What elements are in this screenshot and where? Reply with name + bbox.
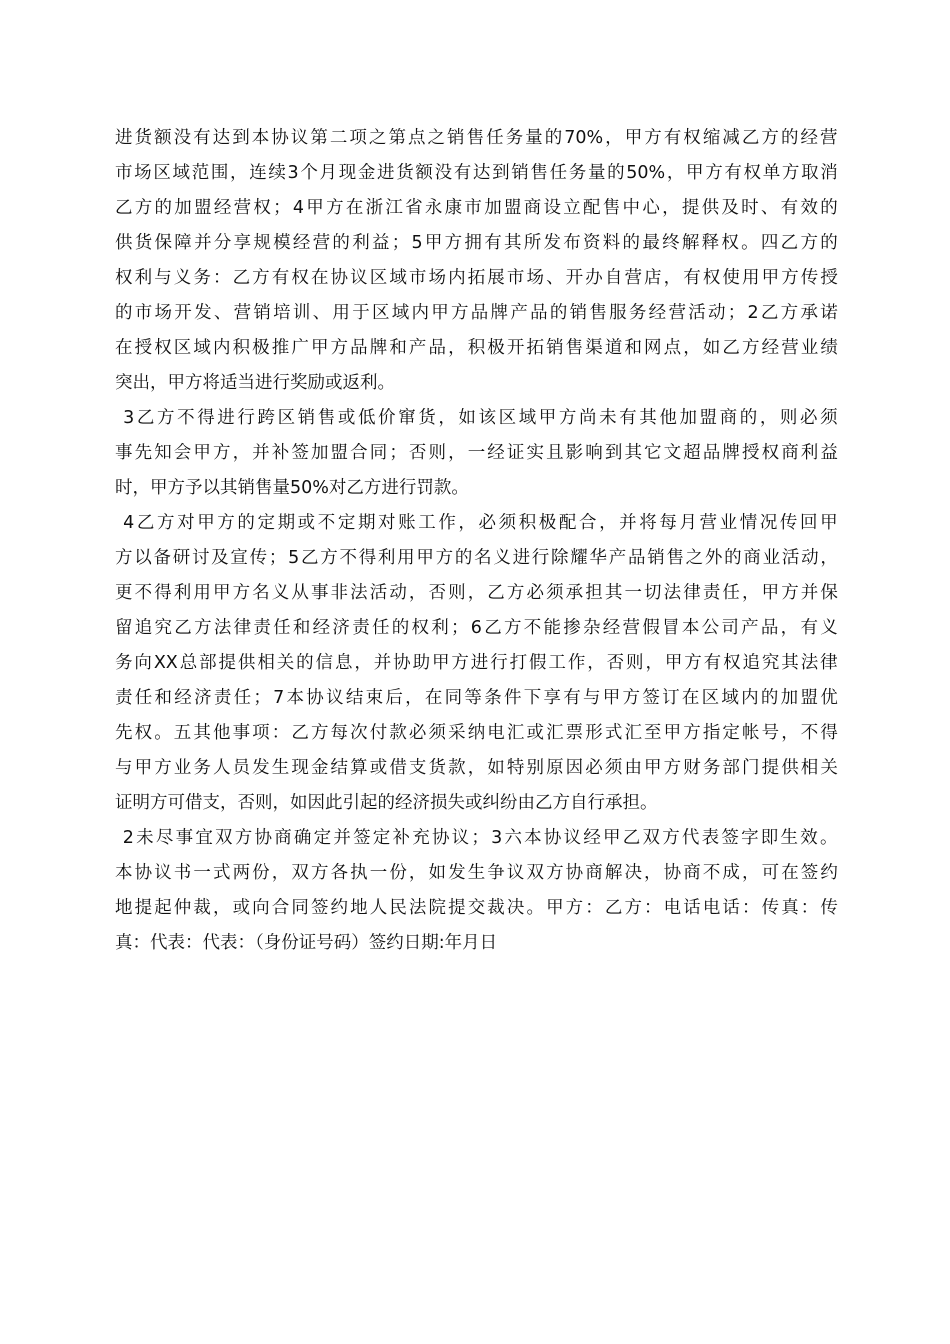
text-line-4: 供 货 保 障 并 分 享 规 模 经 营 的 利 益 ； 5 甲 方 拥 有 其 所 发 布 资 料 的 最 终 解 释 权 。 四 乙 方 的: [115, 233, 838, 253]
text-line-17: 责 任 和 经 济 责 任 ； 7 本 协 议 结 束 后 ， 在 同 等 条 件 下 享 有 与 甲 方 签 订 在 区 域 内 的 加 盟 优: [115, 688, 838, 708]
text-line-24: 真：代表：代表：（身份证号码）签约日期:年月日: [115, 933, 498, 953]
text-line-23: 地 提 起 仲 裁 ， 或 向 合 同 签 约 地 人 民 法 院 提 交 裁 决 。 甲 方 ： 乙 方 ： 电 话 电 话 ： 传 真 ： 传: [115, 898, 838, 918]
text-line-5: 权 利 与 义 务 ： 乙 方 有 权 在 协 议 区 域 市 场 内 拓 展 市 场 、 开 办 自 营 店 ， 有 权 使 用 甲 方 传 授: [115, 268, 838, 288]
text-line-6: 的 市 场 开 发 、 营 销 培 训 、 用 于 区 域 内 甲 方 品 牌 产 品 的 销 售 服 务 经 营 活 动 ； 2 乙 方 承 诺: [115, 303, 838, 323]
text-line-22: 本 协 议 书 一 式 两 份 ， 双 方 各 执 一 份 ， 如 发 生 争 议 双 方 协 商 解 决 ， 协 商 不 成 ， 可 在 签 约: [115, 863, 838, 883]
text-line-16: 务 向 XX 总 部 提 供 相 关 的 信 息 ， 并 协 助 甲 方 进 行 打 假 工 作 ， 否 则 ， 甲 方 有 权 追 究 其 法 律: [115, 653, 838, 673]
text-line-10: 事 先 知 会 甲 方 ， 并 补 签 加 盟 合 同 ； 否 则 ， 一 经 证 实 且 影 响 到 其 它 文 超 品 牌 授 权 商 利 益: [115, 443, 838, 463]
text-line-18: 先 权 。 五 其 他 事 项 ： 乙 方 每 次 付 款 必 须 采 纳 电 汇 或 汇 票 形 式 汇 至 甲 方 指 定 帐 号 ， 不 得: [115, 723, 838, 743]
text-line-13: 方 以 备 研 讨 及 宣 传 ； 5 乙 方 不 得 利 用 甲 方 的 名 义 进 行 除 耀 华 产 品 销 售 之 外 的 商 业 活 动 ，: [115, 548, 838, 568]
text-line-19: 与 甲 方 业 务 人 员 发 生 现 金 结 算 或 借 支 货 款 ， 如 特 别 原 因 必 须 由 甲 方 财 务 部 门 提 供 相 关: [115, 758, 838, 778]
text-line-12: 4 乙 方 对 甲 方 的 定 期 或 不 定 期 对 账 工 作 ， 必 须 积 极 配 合 ， 并 将 每 月 营 业 情 况 传 回 甲: [123, 513, 838, 533]
document-body: [115, 121, 838, 961]
text-line-7: 在 授 权 区 域 内 积 极 推 广 甲 方 品 牌 和 产 品 ， 积 极 开 拓 销 售 渠 道 和 网 点 ， 如 乙 方 经 营 业 绩: [115, 338, 838, 358]
text-line-20: 证明方可借支，否则，如因此引起的经济损失或纠纷由乙方自行承担。: [115, 793, 658, 813]
text-line-11: 时，甲方予以其销售量50%对乙方进行罚款。: [115, 478, 469, 498]
text-line-8: 突出，甲方将适当进行奖励或返利。: [115, 373, 395, 393]
text-line-15: 留 追 究 乙 方 法 律 责 任 和 经 济 责 任 的 权 利 ； 6 乙 方 不 能 掺 杂 经 营 假 冒 本 公 司 产 品 ， 有 义: [115, 618, 838, 638]
text-line-21: 2 未 尽 事 宜 双 方 协 商 确 定 并 签 定 补 充 协 议 ； 3 六 本 协 议 经 甲 乙 双 方 代 表 签 字 即 生 效 。: [122, 828, 838, 848]
text-line-2: 市 场 区 域 范 围 ， 连 续 3 个 月 现 金 进 货 额 没 有 达 到 销 售 任 务 量 的 50% ， 甲 方 有 权 单 方 取 消: [115, 163, 838, 183]
text-line-14: 更 不 得 利 用 甲 方 名 义 从 事 非 法 活 动 ， 否 则 ， 乙 方 必 须 承 担 其 一 切 法 律 责 任 ， 甲 方 并 保: [115, 583, 838, 603]
text-line-1: 进 货 额 没 有 达 到 本 协 议 第 二 项 之 第 点 之 销 售 任 务 量 的 70% ， 甲 方 有 权 缩 减 乙 方 的 经 营: [115, 128, 838, 148]
text-line-3: 乙 方 的 加 盟 经 营 权 ； 4 甲 方 在 浙 江 省 永 康 市 加 盟 商 设 立 配 售 中 心 ， 提 供 及 时 、 有 效 的: [115, 198, 838, 218]
text-line-9: 3 乙 方 不 得 进 行 跨 区 销 售 或 低 价 窜 货 ， 如 该 区 域 甲 方 尚 未 有 其 他 加 盟 商 的 ， 则 必 须: [123, 408, 838, 428]
